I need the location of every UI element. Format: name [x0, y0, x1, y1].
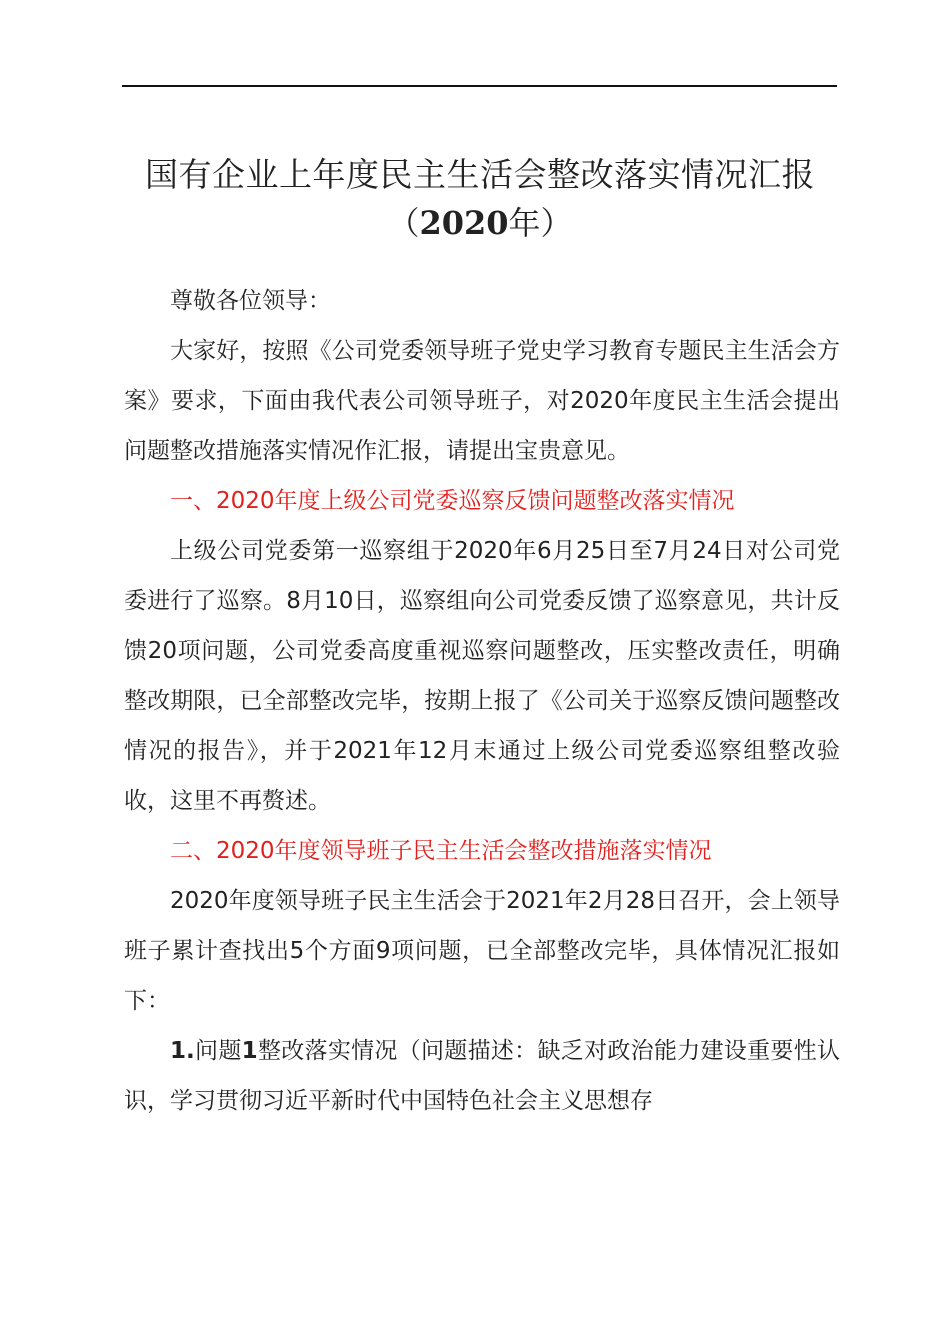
document-body: [124, 276, 840, 1126]
salutation: 尊敬各位领导：: [170, 288, 331, 314]
item1-paragraph: [124, 1026, 840, 1126]
section2-paragraph: 2020年度领导班子民主生活会于2021年2月28日召开，会上领导班子累计查找出5个方面9项问题，已全部整改完毕，具体情况汇报如下：: [124, 888, 840, 1014]
section1-paragraph: 上级公司党委第一巡察组于2020年6月25日至7月24日对公司党委进行了巡察。8月10日，巡察组向公司党委反馈了巡察意见，共计反馈20项问题，公司党委高度重视巡察问题整改，压实整改责任，明确整改期限，已全部整改完毕，按期上报了《公司关于巡察反馈问题整改情况的报告》，并于2021年12月末通过上级公司党委巡察组整改验收，这里不再赘述。: [124, 538, 840, 814]
subtitle-year: 2020: [419, 204, 509, 242]
header-rule: [122, 85, 837, 87]
document-title: 国有企业上年度民主生活会整改落实情况汇报: [145, 155, 815, 194]
item1-label: 问题: [194, 1038, 242, 1064]
item1-text: 整改落实情况（问题描述：缺乏对政治能力建设重要性认识，学习贯彻习近平新时代中国特色社会主义思想存: [124, 1038, 841, 1114]
item1-number: 1.: [170, 1038, 195, 1064]
item1-label-number: 1: [241, 1038, 258, 1064]
intro-paragraph: 大家好，按照《公司党委领导班子党史学习教育专题民主生活会方案》要求，下面由我代表公司领导班子，对2020年度民主生活会提出问题整改措施落实情况作汇报，请提出宝贵意见。: [124, 338, 840, 464]
subtitle-open: （: [387, 204, 420, 242]
document-subtitle: [110, 198, 850, 248]
section1-heading: 一、2020年度上级公司党委巡察反馈问题整改落实情况: [170, 488, 735, 514]
section2-heading: 二、2020年度领导班子民主生活会整改措施落实情况: [170, 838, 712, 864]
subtitle-close: 年）: [508, 204, 573, 242]
